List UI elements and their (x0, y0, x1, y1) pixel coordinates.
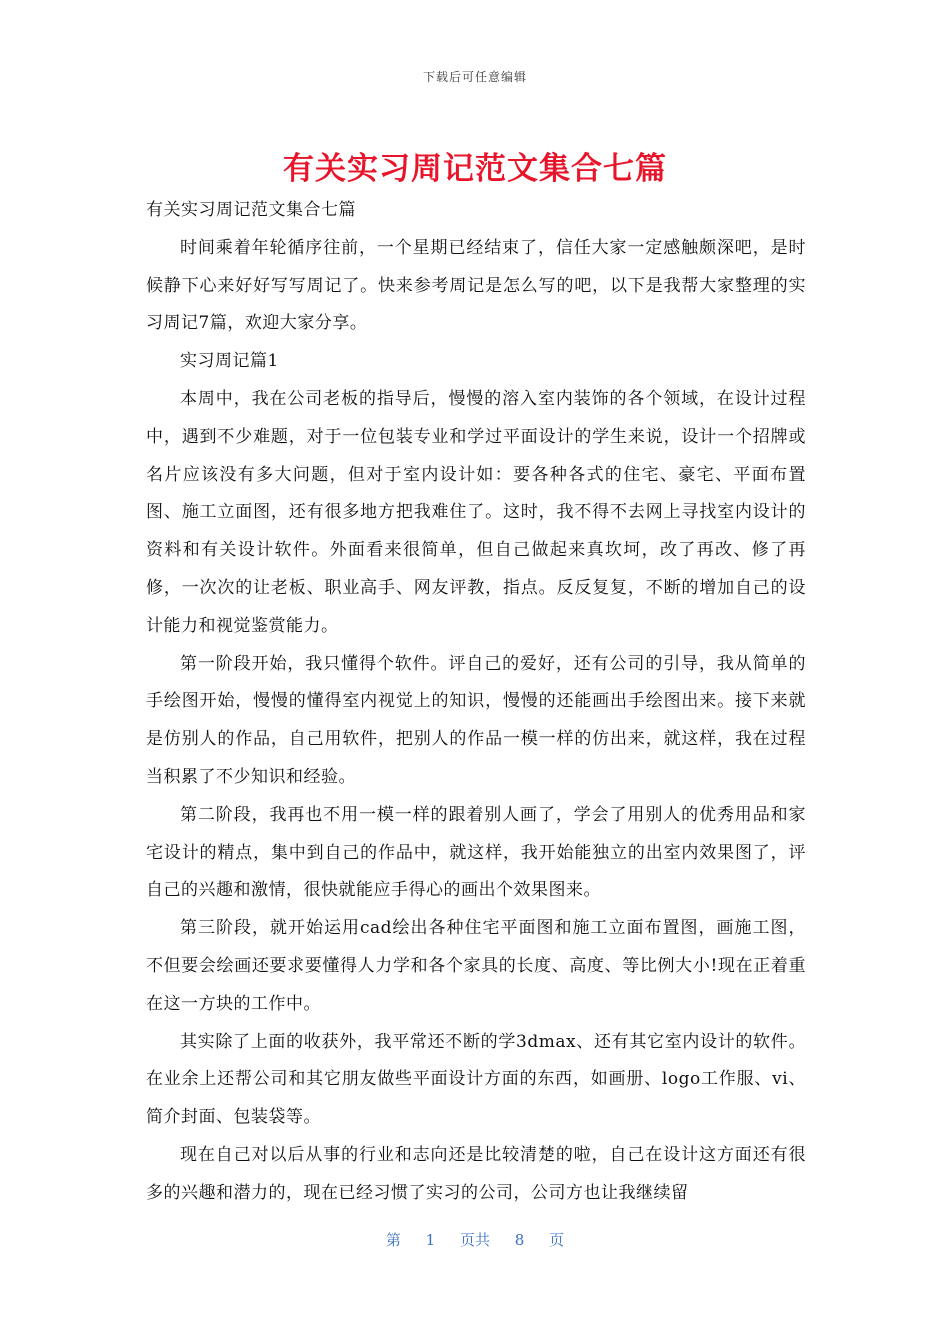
current-page-number: 1 (425, 1231, 436, 1249)
document-title: 有关实习周记范文集合七篇 (283, 151, 667, 187)
body-paragraph: 现在自己对以后从事的行业和志向还是比较清楚的啦，自己在设计这方面还有很多的兴趣和潜力的，现在已经习惯了实习的公司，公司方也让我继续留 (146, 1144, 806, 1203)
footer-prefix: 第 (385, 1231, 401, 1249)
total-pages-number: 8 (514, 1231, 525, 1249)
page-footer (0, 1229, 950, 1250)
footer-mid: 页共 (459, 1231, 490, 1249)
section-heading: 实习周记篇1 (180, 351, 279, 372)
subtitle-paragraph: 有关实习周记范文集合七篇 (146, 200, 356, 220)
document-body (146, 192, 806, 1213)
intro-paragraph: 时间乘着年轮循序往前，一个星期已经结束了，信任大家一定感触颇深吧，是时候静下心来好好写写周记了。快来参考周记是怎么写的吧，以下是我帮大家整理的实习周记7篇，欢迎大家分享。 (146, 237, 806, 334)
body-paragraph: 其实除了上面的收获外，我平常还不断的学3dmax、还有其它室内设计的软件。在业余上还帮公司和其它朋友做些平面设计方面的东西，如画册、logo工作服、vi、简介封面、包装袋等。 (146, 1031, 806, 1128)
body-paragraph: 第二阶段，我再也不用一模一样的跟着别人画了，学会了用别人的优秀用品和家宅设计的精点，集中到自己的作品中，就这样，我开始能独立的出室内效果图了，评自己的兴趣和激情，很快就能应手得心的画出个效果图来。 (146, 804, 806, 901)
page-header-note: 下载后可任意编辑 (422, 70, 527, 84)
body-paragraph: 第三阶段，就开始运用cad绘出各种住宅平面图和施工立面布置图，画施工图，不但要会绘画还要求要懂得人力学和各个家具的长度、高度、等比例大小!现在正着重在这一方块的工作中。 (146, 918, 806, 1014)
footer-suffix: 页 (549, 1231, 565, 1249)
body-paragraph: 第一阶段开始，我只懂得个软件。评自己的爱好，还有公司的引导，我从简单的手绘图开始，慢慢的懂得室内视觉上的知识，慢慢的还能画出手绘图出来。接下来就是仿别人的作品，自己用软件，把别人的作品一模一样的仿出来，就这样，我在过程当积累了不少知识和经验。 (146, 653, 806, 787)
body-paragraph: 本周中，我在公司老板的指导后，慢慢的溶入室内装饰的各个领域，在设计过程中，遇到不少难题，对于一位包装专业和学过平面设计的学生来说，设计一个招牌或名片应该没有多大问题，但对于室内设计如：要各种各式的住宅、豪宅、平面布置图、施工立面图，还有很多地方把我难住了。这时，我不得不去网上寻找室内设计的资料和有关设计软件。外面看来很简单，但自己做起来真坎坷，改了再改、修了再修，一次次的让老板、职业高手、网友评教，指点。反反复复，不断的增加自己的设计能力和视觉鉴赏能力。 (146, 388, 806, 636)
